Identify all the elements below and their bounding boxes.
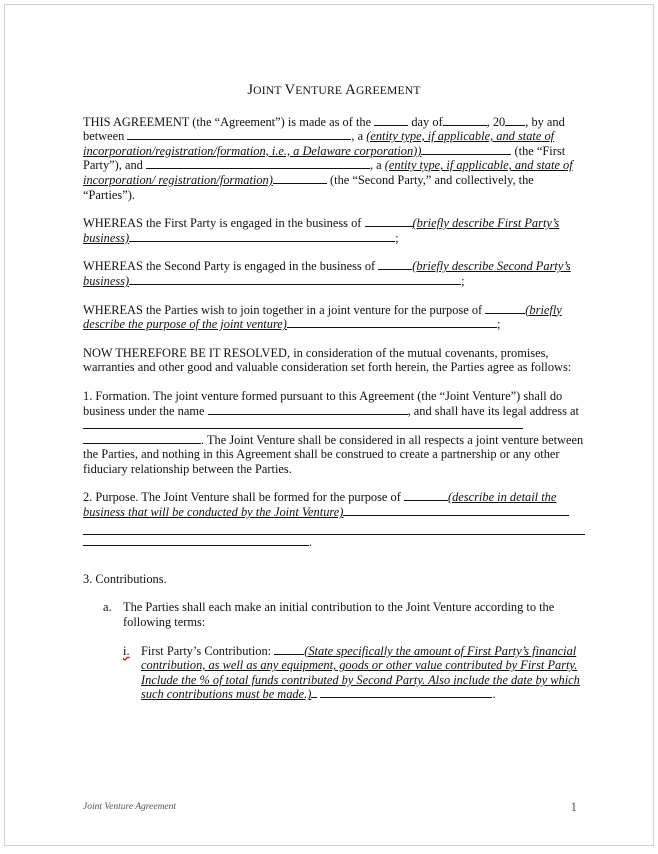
- footer-title: Joint Venture Agreement: [83, 802, 177, 812]
- first-party-business-blank[interactable]: [365, 216, 413, 227]
- first-party-entity-blank[interactable]: [421, 144, 511, 155]
- legal-address-blank-2[interactable]: [83, 433, 201, 444]
- business-purpose-line[interactable]: [343, 505, 569, 516]
- purpose-hint[interactable]: (briefly describe the purpose of the joint venture): [83, 302, 562, 332]
- second-party-entity-blank[interactable]: [273, 173, 327, 184]
- second-party-business-blank[interactable]: [378, 259, 412, 270]
- section-contributions-heading: 3. Contributions.: [83, 571, 167, 586]
- first-party-contribution-line[interactable]: [311, 687, 317, 698]
- day-blank[interactable]: [374, 115, 408, 126]
- second-party-business-line[interactable]: [129, 274, 461, 285]
- venture-name-blank[interactable]: [208, 404, 408, 415]
- first-party-business-hint[interactable]: (briefly describe First Party’s business): [83, 216, 560, 245]
- business-purpose-hint[interactable]: (describe in detail the business that will be conducted by the Joint Venture): [83, 490, 557, 520]
- business-purpose-line-3[interactable]: [83, 535, 309, 546]
- year-blank[interactable]: [505, 115, 525, 126]
- first-party-name-blank[interactable]: [127, 129, 351, 140]
- first-party-business-line[interactable]: [129, 231, 395, 242]
- section-formation: 1. Formation. The joint venture formed pursuant to this Agreement (the “Joint Venture”) shall do business under the name , and shall have its legal address at . The Joint Venture shall be considered in all respects a joint venture between the Parties, and nothing in this Agreement shall be construed to create a partnership or any other fiduciary relationship between the Parties.: [83, 388, 584, 476]
- purpose-line[interactable]: [287, 317, 497, 328]
- second-party-entity-hint[interactable]: (entity type, if applicable, and state of incorporation/ registration/formation): [83, 158, 573, 187]
- intro-paragraph: THIS AGREEMENT (the “Agreement”) is made as of the day of , 20 , by and between , a (entity type, if applicable, and state of incorporation/registration/formation, i.e., a Delaware corporation)) (the “First Party”), and , a (entity type, if applicable, and state of incorporation/ registration/formation) (the “Second Party,” and collectively, the “Parties”).: [83, 114, 573, 202]
- whereas-second-party: WHEREAS the Second Party is engaged in the business of (briefly describe Second Party’s business) ;: [83, 259, 571, 288]
- business-purpose-line-2[interactable]: [83, 520, 585, 536]
- second-party-name-blank[interactable]: [146, 158, 370, 169]
- subsection-i: i. First Party’s Contribution: (State specifically the amount of First Party’s financial contribution, as well as any equipment, goods or other value contributed by First Party. Include the % of total funds contributed by Second Party. Also include the date by which such contributions must be made.) .: [123, 643, 580, 702]
- month-blank[interactable]: [443, 115, 487, 126]
- purpose-blank[interactable]: [485, 303, 525, 314]
- document-body: [83, 83, 585, 702]
- business-purpose-blank[interactable]: [404, 490, 448, 501]
- first-party-entity-hint[interactable]: (entity type, if applicable, and state of incorporation/registration/formation, i.e., a Delaware corporation)): [83, 129, 555, 158]
- section-purpose: 2. Purpose. The Joint Venture shall be formed for the purpose of (describe in detail the business that will be conducted by the Joint Venture) .: [83, 490, 585, 549]
- page-number: 1: [570, 799, 577, 814]
- document-page: [4, 4, 654, 846]
- first-party-contribution-line-2[interactable]: [320, 687, 492, 698]
- resolved-paragraph: NOW THEREFORE BE IT RESOLVED, in consideration of the mutual covenants, promises, warranties and other good and valuable consideration set forth herein, the Parties agree as follows:: [83, 345, 572, 375]
- first-party-contribution-hint[interactable]: (State specifically the amount of First Party’s financial contribution, as well as any equipment, goods or other value contributed by First Party. Include the % of total funds contributed by Second Party. Also include the date by which such contributions must be made.): [141, 643, 580, 702]
- whereas-purpose: WHEREAS the Parties wish to join together in a joint venture for the purpose of (briefly describe the purpose of the joint venture) ;: [83, 302, 562, 332]
- second-party-business-hint[interactable]: (briefly describe Second Party’s business): [83, 259, 571, 288]
- document-title: JOINT VENTURE AGREEMENT: [247, 82, 421, 98]
- legal-address-blank[interactable]: [83, 418, 523, 429]
- whereas-first-party: WHEREAS the First Party is engaged in the business of (briefly describe First Party’s business) ;: [83, 216, 560, 245]
- subsection-a: a. The Parties shall each make an initial contribution to the Joint Venture according to the following terms:: [103, 600, 555, 630]
- first-party-contribution-blank[interactable]: [274, 644, 304, 655]
